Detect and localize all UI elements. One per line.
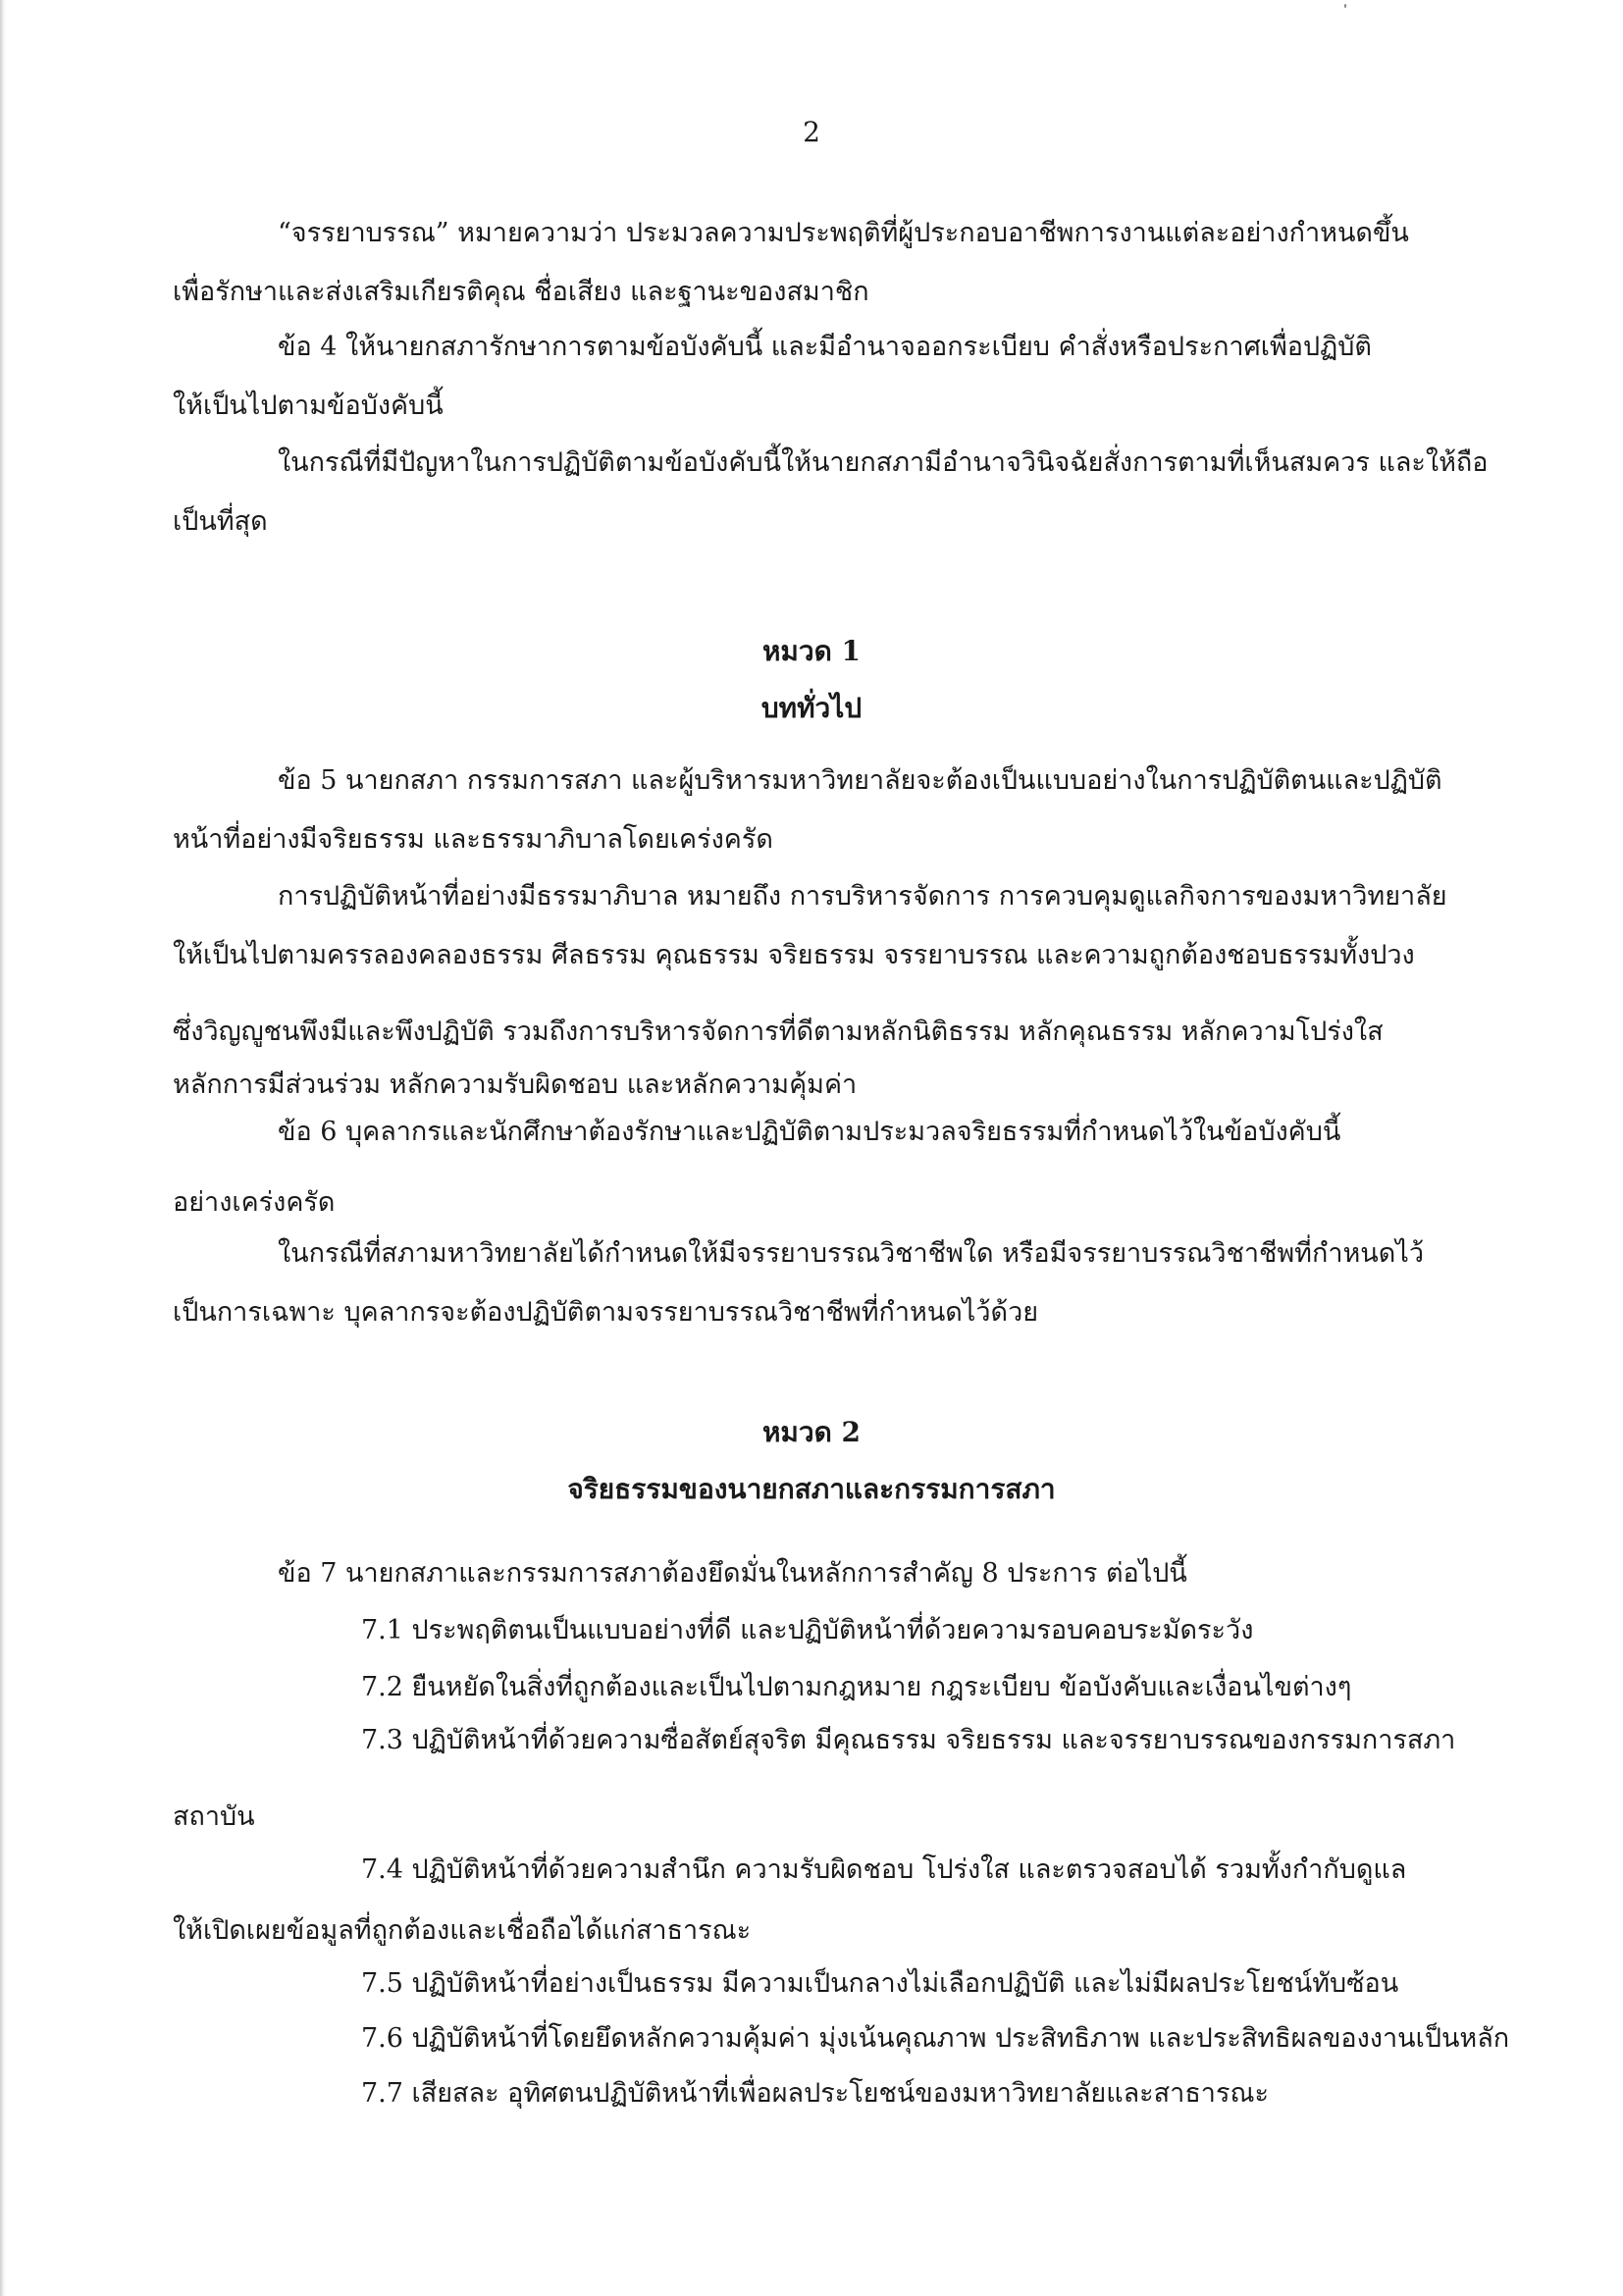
clause-5-line-1: ข้อ 5 นายกสภา กรรมการสภา และผู้บริหารมหาวิทยาลัยจะต้องเป็นแบบอย่างในการปฏิบัติตนและปฏิบัติ: [278, 765, 1442, 796]
clause-4-para-2-line-2: เป็นที่สุด: [173, 506, 268, 537]
clause-7-intro: ข้อ 7 นายกสภาและกรรมการสภาต้องยึดมั่นในหลักการสำคัญ 8 ประการ ต่อไปนี้: [278, 1558, 1187, 1589]
item-7-5: 7.5 ปฏิบัติหน้าที่อย่างเป็นธรรม มีความเป็นกลางไม่เลือกปฏิบัติ และไม่มีผลประโยชน์ทับซ้อน: [361, 1968, 1399, 1999]
definition-line-2: เพื่อรักษาและส่งเสริมเกียรติคุณ ชื่อเสียง และฐานะของสมาชิก: [173, 277, 869, 307]
clause-4-para-2-line-1: ในกรณีที่มีปัญหาในการปฏิบัติตามข้อบังคับนี้ให้นายกสภามีอำนาจวินิจฉัยสั่งการตามที่เห็นสมควร และให้ถือ: [278, 447, 1489, 478]
chapter-2-title: จริยธรรมของนายกสภาและกรรมการสภา: [567, 1473, 1056, 1505]
item-7-1: 7.1 ประพฤติตนเป็นแบบอย่างที่ดี และปฏิบัติหน้าที่ด้วยความรอบคอบระมัดระวัง: [361, 1615, 1254, 1645]
clause-6-para-2-line-1: ในกรณีที่สภามหาวิทยาลัยได้กำหนดให้มีจรรยาบรรณวิชาชีพใด หรือมีจรรยาบรรณวิชาชีพที่กำหนดไว้: [278, 1238, 1425, 1269]
item-7-6: 7.6 ปฏิบัติหน้าที่โดยยึดหลักความคุ้มค่า มุ่งเน้นคุณภาพ ประสิทธิภาพ และประสิทธิผลของงานเป็นหลัก: [361, 2023, 1510, 2054]
governance-line-3: ซึ่งวิญญูชนพึงมีและพึงปฏิบัติ รวมถึงการบริหารจัดการที่ดีตามหลักนิติธรรม หลักคุณธรรม หลักความโปร่งใส: [173, 1017, 1384, 1047]
governance-line-2: ให้เป็นไปตามครรลองคลองธรรม ศีลธรรม คุณธรรม จริยธรรม จรรยาบรรณ และความถูกต้องชอบธรรมทั้งปวง: [173, 940, 1415, 970]
clause-6-para-2-line-2: เป็นการเฉพาะ บุคลากรจะต้องปฏิบัติตามจรรยาบรรณวิชาชีพที่กำหนดไว้ด้วย: [173, 1297, 1039, 1328]
clause-6-line-1: ข้อ 6 บุคลากรและนักศึกษาต้องรักษาและปฏิบัติตามประมวลจริยธรรมที่กำหนดไว้ในข้อบังคับนี้: [278, 1117, 1341, 1147]
item-7-2: 7.2 ยืนหยัดในสิ่งที่ถูกต้องและเป็นไปตามกฎหมาย กฎระเบียบ ข้อบังคับและเงื่อนไขต่างๆ: [361, 1672, 1352, 1702]
item-7-3-line-2: สถาบัน: [173, 1801, 255, 1832]
governance-line-1: การปฏิบัติหน้าที่อย่างมีธรรมาภิบาล หมายถึง การบริหารจัดการ การควบคุมดูแลกิจการของมหาวิทยาลัย: [278, 881, 1447, 912]
chapter-1-title: บททั่วไป: [760, 692, 863, 724]
chapter-2-heading: หมวด 2: [761, 1416, 862, 1448]
definition-line-1: “จรรยาบรรณ” หมายความว่า ประมวลความประพฤติที่ผู้ประกอบอาชีพการงานแต่ละอย่างกำหนดขึ้น: [278, 218, 1409, 248]
clause-4-line-2: ให้เป็นไปตามข้อบังคับนี้: [173, 391, 444, 421]
clause-5-line-2: หน้าที่อย่างมีจริยธรรม และธรรมาภิบาลโดยเคร่งครัด: [173, 824, 773, 855]
item-7-4-line-2: ให้เปิดเผยข้อมูลที่ถูกต้องและเชื่อถือได้แก่สาธารณะ: [173, 1915, 752, 1946]
item-7-4-line-1: 7.4 ปฏิบัติหน้าที่ด้วยความสำนึก ความรับผิดชอบ โปร่งใส และตรวจสอบได้ รวมทั้งกำกับดูแล: [361, 1854, 1407, 1885]
chapter-1-heading: หมวด 1: [761, 635, 862, 667]
item-7-3-line-1: 7.3 ปฏิบัติหน้าที่ด้วยความซื่อสัตย์สุจริต มีคุณธรรม จริยธรรม และจรรยาบรรณของกรรมการสภา: [361, 1725, 1456, 1755]
page-number: 2: [803, 116, 820, 148]
page-edge-shadow: [0, 0, 6, 2296]
clause-4-line-1: ข้อ 4 ให้นายกสภารักษาการตามข้อบังคับนี้ และมีอำนาจออกระเบียบ คำสั่งหรือประกาศเพื่อปฏิบัติ: [278, 332, 1372, 362]
governance-line-4: หลักการมีส่วนร่วม หลักความรับผิดชอบ และหลักความคุ้มค่า: [173, 1070, 858, 1100]
scan-speck: [1344, 4, 1346, 8]
clause-6-line-2: อย่างเคร่งครัด: [173, 1187, 336, 1218]
item-7-7: 7.7 เสียสละ อุทิศตนปฏิบัติหน้าที่เพื่อผลประโยชน์ของมหาวิทยาลัยและสาธารณะ: [361, 2078, 1270, 2109]
